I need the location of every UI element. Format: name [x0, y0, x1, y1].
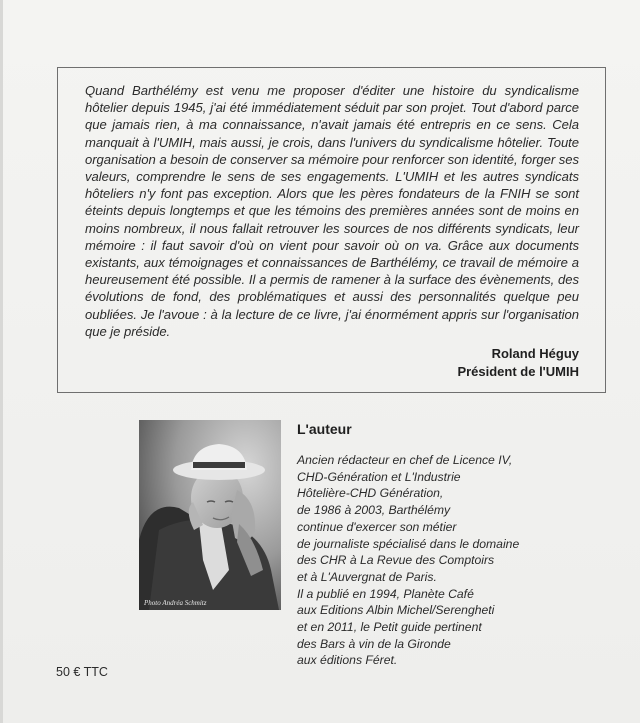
author-bio-line: Ancien rédacteur en chef de Licence IV, [297, 453, 513, 467]
author-bio-line: Hôtelière-CHD Génération, [297, 486, 444, 501]
author-bio-line: et en 2011, le Petit guide pertinent [297, 620, 482, 635]
quote-box [57, 67, 606, 393]
price-label: 50 € TTC [56, 665, 108, 679]
author-bio-line: et à L'Auvergnat de Paris. [297, 569, 437, 584]
author-bio-line: Il a publié en 1994, Planète Café [297, 586, 474, 601]
author-bio-line: de 1986 à 2003, Barthélémy [297, 503, 451, 518]
signature-role: Président de l'UMIH [457, 364, 579, 380]
author-bio-line: aux éditions Féret. [297, 653, 398, 668]
author-bio-line: continue d'exercer son métier [297, 519, 457, 534]
author-portrait-image [139, 420, 281, 610]
author-heading: L'auteur [297, 421, 352, 437]
quote-signature [85, 345, 579, 381]
quote-text: Quand Barthélémy est venu me proposer d'éditer une histoire du syndicalisme hôtelier depuis 1945, j'ai été immédiatement séduit par son projet. Tout d'abord parce que jamais rien, à ma connaissance, n'avait jamais été entrepris en ce sens. Cela manquait à l'UMIH, mais aussi, je crois, dans l'univers du syndicalisme hôtelier. Toute organisation a besoin de conserver sa mémoire pour renforcer son identité, forger ses valeurs, comprendre le sens de ses engagements. L'UMIH et les autres syndicats hôteliers n'y font pas exception. Alors que les pères fondateurs de la FNIH se sont éteints depuis longtemps et que les témoins des premières années sont de moins en moins nombreux, il nous fallait retrouver les sources de nos différents syndicats, leur mémoire : il faut savoir d'où on vient pour savoir où on va. Grâce aux documents existants, aux témoignages et connaissances de Barthélémy, ce travail de mémoire a heureusement été possible. Il a permis de ramener à la surface des évènements, des évolutions de fond, des problématiques et aussi des personnalités quelque peu oubliées. Je l'avoue : à la lecture de ce livre, j'ai énormément appris sur l'organisation que je préside. [85, 83, 579, 339]
photo-credit: Photo Andréa Schmitz [144, 599, 207, 607]
author-bio-line: aux Editions Albin Michel/Serengheti [297, 603, 495, 618]
author-bio-line: des Bars à vin de la Gironde [297, 636, 451, 651]
author-photo [139, 420, 281, 610]
scan-edge [0, 0, 3, 723]
author-bio [297, 452, 519, 669]
author-bio-line: CHD-Génération et L'Industrie [297, 469, 461, 484]
author-bio-line: de journaliste spécialisé dans le domaine [297, 536, 520, 551]
signature-name: Roland Héguy [491, 346, 579, 362]
author-bio-line: des CHR à La Revue des Comptoirs [297, 553, 495, 568]
